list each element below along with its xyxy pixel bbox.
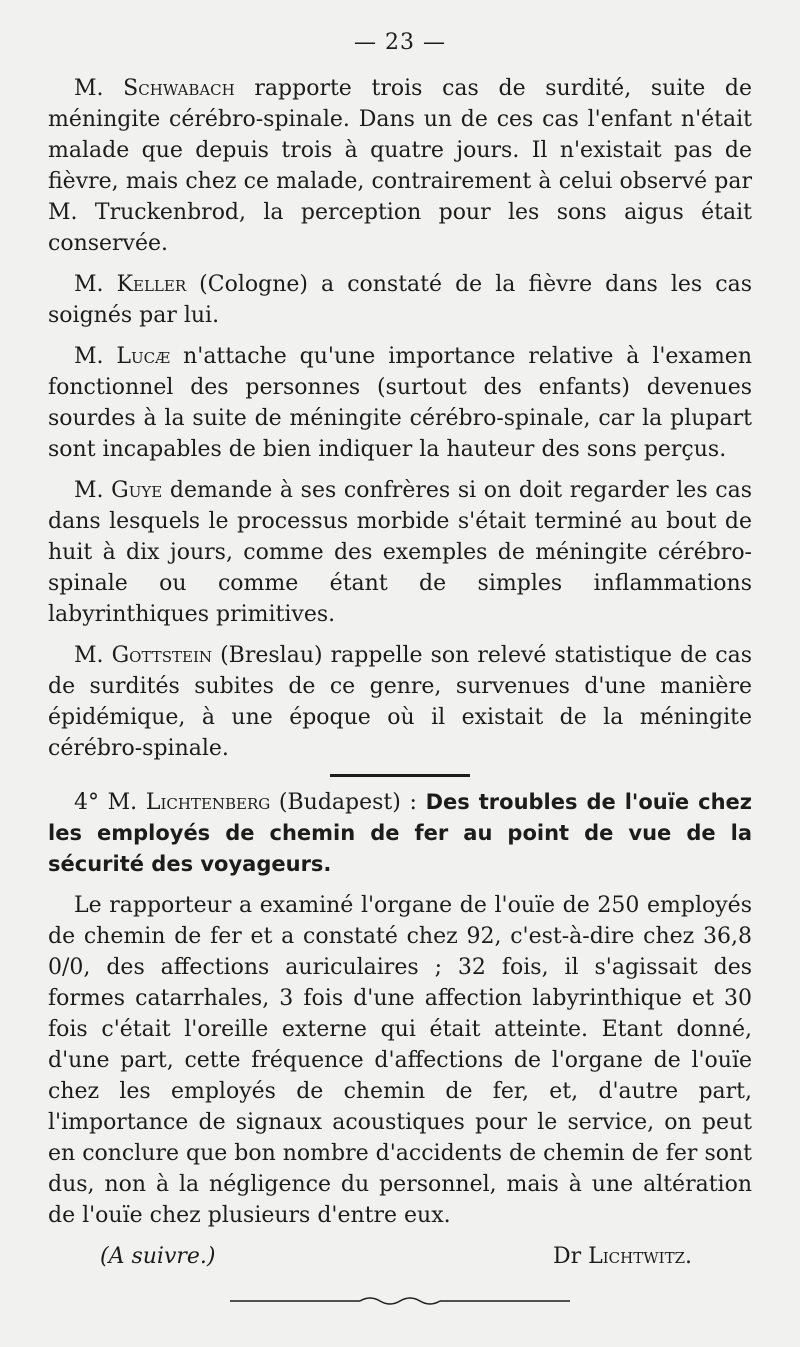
- paragraph-text: Le rapporteur a examiné l'organe de l'ouïe de 250 employés de chemin de fer et a constaté chez 92, c'est-à-dire chez 36,8 0/0, des affections auriculaires ; 32 fois, il s'agissait des formes catarrhales, 3 fois d'une affection labyrinthique et 30 fois c'était l'oreille externe qui était atteinte. Etant donné, d'une part, cette fréquence d'affections de l'organe de l'ouïe chez les employés de chemin de fer, et, d'autre part, l'importance de signaux acoustiques pour le service, on peut en conclure que bon nombre d'accidents de chemin de fer sont dus, non à la négligence du personnel, mais à une altération de l'ouïe chez plusieurs d'entre eux.: [48, 893, 752, 1228]
- signature-row: [100, 1241, 692, 1272]
- speaker-name: M. Guye: [74, 478, 163, 503]
- page-number: — 23 —: [354, 30, 446, 55]
- item-prefix: 4° M.: [74, 790, 146, 815]
- ornamental-tail-piece: [230, 1294, 570, 1308]
- speaker-name: M. Lucæ: [74, 344, 171, 369]
- speaker-name: M. Keller: [74, 272, 187, 297]
- speaker-location: (Budapest) :: [270, 790, 426, 815]
- paragraph-lichtenberg-heading: [48, 787, 752, 880]
- paragraph-text: rapporte trois cas de surdité, suite de méningite cérébro-spinale. Dans un de ces cas l'enfant n'était malade que depuis trois à quatre jours. Il n'existait pas de fièvre, mais chez ce malade, contrairement à celui observé par M. Truckenbrod, la perception pour les sons aigus était conservée.: [48, 76, 752, 256]
- report-title: Des troubles de l'ouïe chez les employés de chemin de fer au point de vue de la sécurité des voyageurs.: [48, 790, 753, 876]
- author-name: Lichtwitz.: [588, 1244, 692, 1269]
- paragraph-text: n'attache qu'une importance relative à l'examen fonctionnel des personnes (surtout des enfants) devenues sourdes à la suite de méningite cérébro-spinale, car la plupart sont incapables de bien indiquer la hauteur des sons perçus.: [48, 344, 752, 462]
- speaker-name: Lichtenberg: [145, 790, 271, 815]
- paragraph-keller: [48, 269, 752, 331]
- paragraph-guye: [48, 475, 752, 630]
- paragraph-gottstein: [48, 640, 752, 764]
- section-divider: [330, 774, 470, 777]
- paragraph-schwabach: [48, 73, 752, 259]
- paragraph-lucae: [48, 341, 752, 465]
- paragraph-text: (Breslau) rappelle son relevé statistique de cas de surdités subites de ce genre, survenues d'une manière épidémique, à une époque où il existait de la méningite cérébro-spinale.: [48, 643, 753, 761]
- paragraph-text: demande à ses confrères si on doit regarder les cas dans lesquels le processus morbide s'était terminé au bout de huit à dix jours, comme des exemples de méningite cérébro-spinale ou comme étant de simples inflammations labyrinthiques primitives.: [48, 478, 752, 627]
- paragraph-report-body: [48, 890, 752, 1231]
- to-be-continued: (A suivre.): [100, 1244, 216, 1269]
- author-signature: [553, 1241, 692, 1272]
- speaker-name: M. Gottstein: [74, 643, 213, 668]
- speaker-name: M. Schwabach: [74, 76, 235, 101]
- author-title: Dr: [552, 1244, 589, 1269]
- paragraph-text: (Cologne) a constaté de la fièvre dans les cas soignés par lui.: [48, 272, 752, 328]
